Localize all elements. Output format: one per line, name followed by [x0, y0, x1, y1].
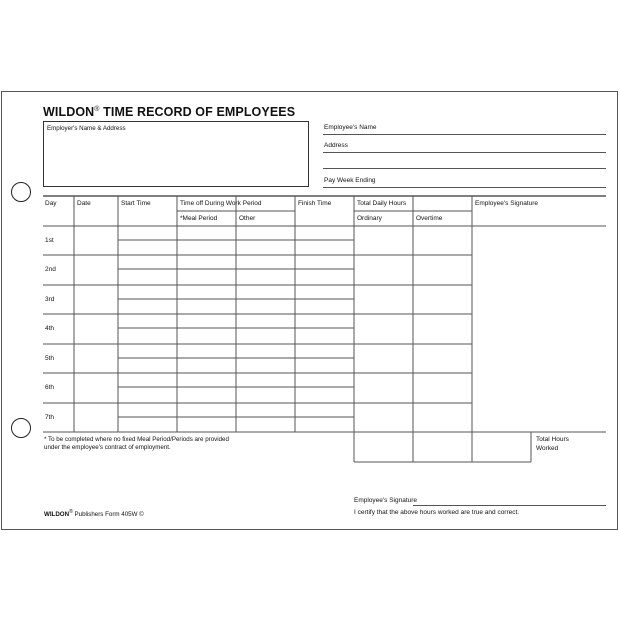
day-label: 6th	[45, 384, 55, 391]
day-label: 1st	[45, 237, 54, 244]
total-hours-label-1: Total Hours	[536, 436, 569, 443]
pay-week-label: Pay Week Ending	[324, 177, 376, 184]
address-label: Address	[324, 142, 348, 149]
header-employee-signature: Employee's Signature	[475, 200, 539, 207]
employer-address-label: Employer's Name & Address	[47, 125, 126, 132]
employee-name-label: Employee's Name	[324, 124, 377, 131]
employee-signature-line[interactable]	[413, 505, 606, 506]
header-finish-time: Finish Time	[298, 200, 332, 207]
header-ordinary: Ordinary	[357, 215, 382, 222]
footnote-line-2: under the employee's contract of employment.	[44, 444, 171, 451]
employee-signature-label: Employee's Signature	[354, 497, 418, 504]
header-other: Other	[239, 215, 256, 222]
header-start-time: Start Time	[121, 200, 151, 207]
header-day: Day	[45, 200, 57, 207]
day-label: 2nd	[45, 266, 56, 273]
header-meal-period: *Meal Period	[180, 215, 218, 222]
total-hours-label-2: Worked	[536, 445, 559, 452]
day-label: 5th	[45, 355, 55, 362]
day-label: 3rd	[45, 296, 55, 303]
day-label: 4th	[45, 325, 55, 332]
certify-text: I certify that the above hours worked are true and correct.	[354, 509, 520, 516]
day-label: 7th	[45, 414, 55, 421]
header-time-off: Time off During Work Period	[180, 200, 262, 207]
footnote-line-1: * To be completed where no fixed Meal Period/Periods are provided	[44, 436, 229, 443]
header-overtime: Overtime	[416, 215, 443, 222]
header-date: Date	[77, 200, 91, 207]
form-title: WILDON® TIME RECORD OF EMPLOYEES	[43, 105, 296, 119]
header-total-daily-hours: Total Daily Hours	[357, 200, 407, 207]
publisher-footer: WILDON® Publishers Form 405W ©	[44, 509, 144, 519]
